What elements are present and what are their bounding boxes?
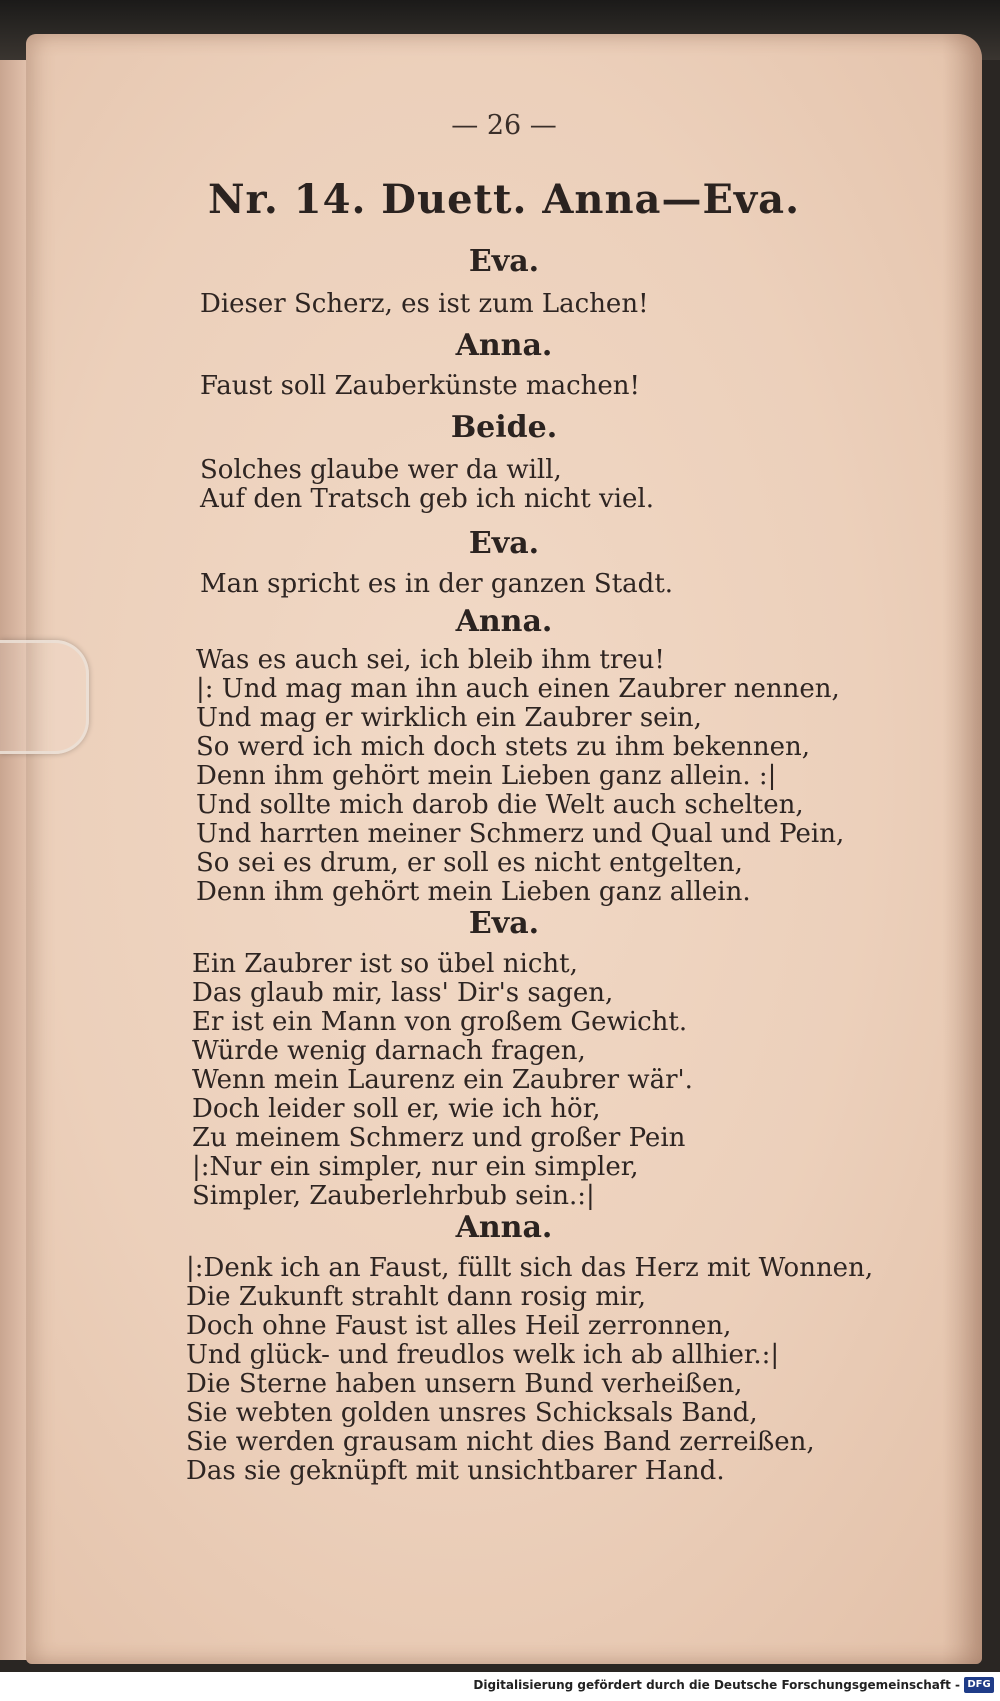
lines-eva-2 xyxy=(200,570,673,599)
speaker-eva-3: Eva. xyxy=(468,906,540,941)
text-line: Das sie geknüpft mit unsichtbarer Hand. xyxy=(186,1456,725,1486)
text-line: Er ist ein Mann von großem Gewicht. xyxy=(192,1007,688,1037)
text-line: Auf den Tratsch geb ich nicht viel. xyxy=(200,484,654,514)
text-line: So sei es drum, er soll es nicht entgelten, xyxy=(196,848,743,878)
digitization-footer xyxy=(0,1672,1000,1701)
text-line: Was es auch sei, ich bleib ihm treu! xyxy=(196,645,665,675)
text-line: So werd ich mich doch stets zu ihm bekennen, xyxy=(196,732,810,762)
text-line: Sie werden grausam nicht dies Band zerreißen, xyxy=(186,1427,815,1457)
lines-eva-1 xyxy=(200,290,649,319)
text-line: Und harrten meiner Schmerz und Qual und Pein, xyxy=(196,819,845,849)
speaker-eva-1: Eva. xyxy=(468,244,540,279)
text-line: Die Sterne haben unsern Bund verheißen, xyxy=(186,1369,743,1399)
text-line: Doch leider soll er, wie ich hör, xyxy=(192,1094,601,1124)
text-line: Faust soll Zauberkünste machen! xyxy=(200,371,640,401)
text-line: Ein Zaubrer ist so übel nicht, xyxy=(192,949,578,979)
text-line: Dieser Scherz, es ist zum Lachen! xyxy=(200,289,649,319)
page-number: — 26 — xyxy=(451,110,557,141)
lines-anna-2 xyxy=(196,646,844,907)
text-line: Und sollte mich darob die Welt auch schelten, xyxy=(196,790,804,820)
text-line: Simpler, Zauberlehrbub sein.:| xyxy=(192,1181,595,1211)
dfg-logo: DFG xyxy=(964,1677,994,1693)
lines-beide xyxy=(200,456,654,514)
text-line: Würde wenig darnach fragen, xyxy=(192,1036,586,1066)
text-line: Die Zukunft strahlt dann rosig mir, xyxy=(186,1282,647,1312)
footer-text: Digitalisierung gefördert durch die Deutsche Forschungsgemeinschaft - xyxy=(473,1678,960,1692)
text-line: |:Denk ich an Faust, füllt sich das Herz mit Wonnen, xyxy=(186,1253,874,1283)
text-line: Solches glaube wer da will, xyxy=(200,455,562,485)
lines-anna-3 xyxy=(186,1254,873,1486)
book-page xyxy=(26,34,982,1664)
duet-title: Nr. 14. Duett. Anna—Eva. xyxy=(207,176,801,223)
paper-clip xyxy=(0,640,89,754)
text-line: Sie webten golden unsres Schicksals Band, xyxy=(186,1398,758,1428)
text-line: |:Nur ein simpler, nur ein simpler, xyxy=(192,1152,639,1182)
text-line: Zu meinem Schmerz und großer Pein xyxy=(192,1123,686,1153)
speaker-beide: Beide. xyxy=(450,410,558,445)
text-line: Wenn mein Laurenz ein Zaubrer wär'. xyxy=(192,1065,693,1095)
speaker-anna-2: Anna. xyxy=(455,604,553,639)
text-line: Und mag er wirklich ein Zaubrer sein, xyxy=(196,703,702,733)
speaker-eva-2: Eva. xyxy=(468,526,540,561)
text-line: |: Und mag man ihn auch einen Zaubrer nennen, xyxy=(196,674,840,704)
text-line: Doch ohne Faust ist alles Heil zerronnen, xyxy=(186,1311,732,1341)
text-line: Denn ihm gehört mein Lieben ganz allein. :| xyxy=(196,761,777,791)
lines-eva-3 xyxy=(192,950,693,1211)
text-line: Denn ihm gehört mein Lieben ganz allein. xyxy=(196,877,751,907)
text-line: Man spricht es in der ganzen Stadt. xyxy=(200,569,674,599)
text-line: Und glück- und freudlos welk ich ab allhier.:| xyxy=(186,1340,780,1370)
lines-anna-1 xyxy=(200,372,640,401)
text-line: Das glaub mir, lass' Dir's sagen, xyxy=(192,978,614,1008)
speaker-anna-1: Anna. xyxy=(455,328,553,363)
speaker-anna-3: Anna. xyxy=(455,1210,553,1245)
